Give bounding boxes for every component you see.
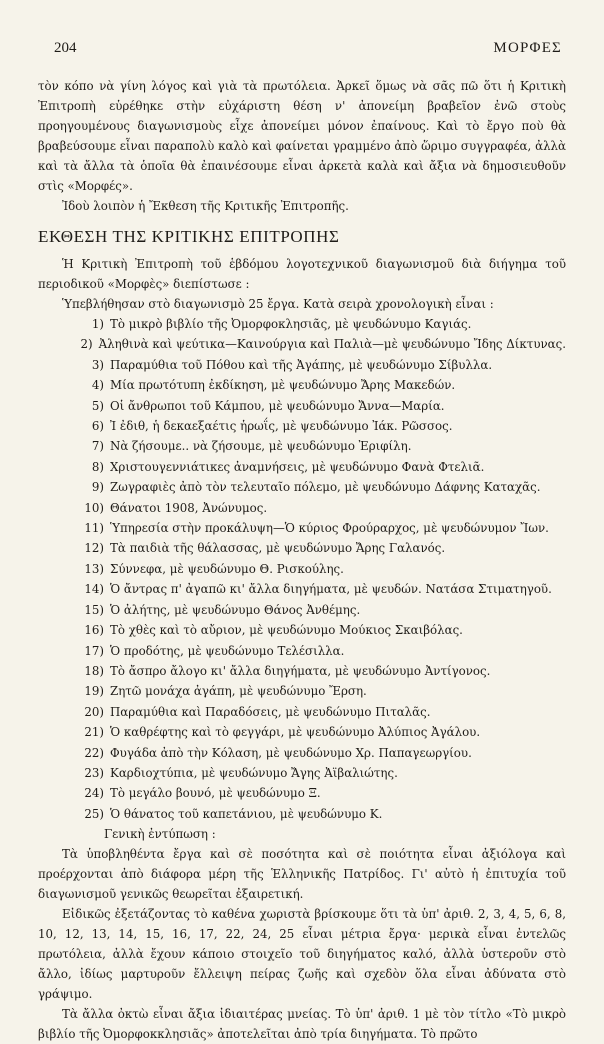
- work-number: 16): [84, 623, 104, 638]
- work-number: 14): [84, 582, 104, 597]
- work-item: [38, 559, 566, 579]
- work-title: Ἰ ἐδιθ, ἡ δεκαεξαέτις ἡρωΐς, μὲ ψευδώνυμο Ἰάκ. Ρῶσσος.: [110, 419, 453, 434]
- intro-paragraph: τὸν κόπο νὰ γίνη λόγος καὶ γιὰ τὰ πρωτόλεια. Ἀρκεῖ ὅμως νὰ σᾶς πῶ ὅτι ἡ Κριτικὴ Ἐπιτροπὴ εὑρέθηκε στὴν εὐχάριστη θέση ν' ἀπονείμη βραβεῖον ἐνῶ στοὺς προηγουμένους διαγωνισμοὺς εἶχε ἀπονείμει μόνον ἐπαίνους. Καὶ τὸ ἔργο ποὺ θὰ βραβεύσουμε εἶναι παραπολὺ καλὸ καὶ φαίνεται γραμμένο ἀπὸ ὥριμο συγγραφέα, ἀλλὰ καὶ τὰ ἄλλα τὰ ὁποῖα θὰ ἐπαινέσουμε εἶναι ἀρκετὰ καλὰ καὶ ἄξια νὰ δημοσιευθοῦν στὶς «Μορφές».: [38, 79, 566, 193]
- page-header: [38, 40, 566, 57]
- work-item: [38, 579, 566, 599]
- closing-paragraph: Εἰδικῶς ἐξετάζοντας τὸ καθένα χωριστὰ βρίσκουμε ὅτι τὰ ὑπ' ἀριθ. 2, 3, 4, 5, 6, 8, 10, 12, 13, 14, 15, 16, 17, 22, 24, 25 εἶναι μέτρια ἔργα· μερικὰ εἶναι ἐντελῶς πρωτόλεια, ἀλλὰ ἔχουν κάποιο στοιχεῖο τοῦ διηγήματος καλό, ἀλλὰ ὑστεροῦν στὸ ἄλλο, ἰδίως μαρτυροῦν ἔλλειψη πείρας ζωῆς καὶ σχεδὸν ὅλα εἶναι ἀδύνατα στὸ γράψιμο.: [38, 907, 566, 1002]
- work-title: Ἀληθινὰ καὶ ψεύτικα—Καινούργια καὶ Παλιὰ—μὲ ψευδώνυμο Ἴδης Δίκτυνας.: [98, 337, 566, 352]
- work-number: 13): [84, 561, 104, 576]
- page-number: 204: [54, 40, 77, 56]
- report-intro: Ὑπεβλήθησαν στὸ διαγωνισμὸ 25 ἔργα. Κατὰ σειρὰ χρονολογικὴ εἶναι :: [62, 297, 494, 311]
- work-item: [38, 681, 566, 701]
- general-impression-label: Γενικὴ ἐντύπωση :: [104, 827, 216, 842]
- work-number: 11): [84, 521, 104, 536]
- works-list: [38, 314, 566, 824]
- work-item: [38, 743, 566, 763]
- work-item: [38, 498, 566, 518]
- work-title: Ὑπηρεσία στὴν προκάλυψη—Ὁ κύριος Φρούραρχος, μὲ ψευδώνυμον Ἴων.: [110, 521, 549, 536]
- work-item: [38, 783, 566, 803]
- work-number: 10): [84, 500, 104, 515]
- work-item: [38, 375, 566, 395]
- work-title: Ὁ ἄντρας π' ἀγαπῶ κι' ἄλλα διηγήματα, μὲ ψευδών. Νατάσα Στιματηγοῦ.: [110, 582, 552, 597]
- work-title: Ζητῶ μονάχα ἀγάπη, μὲ ψευδώνυμο Ἔρση.: [110, 684, 367, 699]
- work-item: [38, 763, 566, 783]
- work-number: 23): [84, 765, 104, 780]
- work-title: Τὰ παιδιὰ τῆς θάλασσας, μὲ ψευδώνυμο Ἄρης Γαλανός.: [110, 541, 446, 556]
- report-intro: Ἡ Κριτικὴ Ἐπιτροπὴ τοῦ ἑβδόμου λογοτεχνικοῦ διαγωνισμοῦ διὰ διήγημα τοῦ περιοδικοῦ «Μορφὲς» διεπίστωσε :: [38, 257, 566, 291]
- work-number: 21): [84, 725, 104, 740]
- work-title: Τὸ μικρὸ βιβλίο τῆς Ὀμορφοκλησιᾶς, μὲ ψευδώνυμο Καγιάς.: [110, 317, 472, 331]
- work-title: Ὁ προδότης, μὲ ψευδώνυμο Τελέσιλλα.: [110, 643, 345, 658]
- work-item: [38, 600, 566, 620]
- intro-paragraph: Ἰδοὺ λοιπὸν ἡ Ἔκθεση τῆς Κριτικῆς Ἐπιτροπῆς.: [62, 199, 349, 213]
- work-title: Ὁ καθρέφτης καὶ τὸ φεγγάρι, μὲ ψευδώνυμο Ἀλύπιος Ἀγάλου.: [110, 725, 481, 740]
- work-item: [38, 334, 566, 354]
- work-title: Παραμύθια καὶ Παραδόσεις, μὲ ψευδώνυμο Πιταλᾶς.: [110, 704, 431, 719]
- closing-paragraph: Τὰ ἄλλα ὀκτὼ εἶναι ἄξια ἰδιαιτέρας μνείας. Τὸ ὑπ' ἀριθ. 1 μὲ τὸν τίτλο «Τὸ μικρὸ βιβλίο τῆς Ὀμορφοκκλησιᾶς» ἀποτελεῖται ἀπὸ τρία διηγήματα. Τὸ πρῶτο: [38, 1007, 566, 1042]
- work-item: [38, 641, 566, 661]
- section-title: ΕΚΘΕΣΗ ΤΗΣ ΚΡΙΤΙΚΗΣ ΕΠΙΤΡΟΠΗΣ: [38, 227, 340, 246]
- work-number: 18): [84, 663, 104, 678]
- work-number: 20): [84, 704, 104, 719]
- work-number: 3): [91, 357, 104, 372]
- work-title: Τὸ μεγάλο βουνό, μὲ ψευδώνυμο Ξ.: [110, 786, 321, 801]
- work-title: Τὸ χθὲς καὶ τὸ αὔριον, μὲ ψευδώνυμο Μούκιος Σκαιβόλας.: [110, 623, 463, 638]
- work-item: [38, 661, 566, 681]
- work-title: Θάνατοι 1908, Ἀνώνυμος.: [110, 500, 268, 515]
- work-title: Ὁ ἀλήτης, μὲ ψευδώνυμο Θάνος Ἀνθέμης.: [110, 602, 361, 617]
- work-item: [38, 477, 566, 497]
- work-number: 4): [91, 378, 104, 393]
- work-item: [38, 620, 566, 640]
- work-title: Καρδιοχτύπια, μὲ ψευδώνυμο Ἄγης Ἀϊβαλιώτης.: [110, 765, 398, 780]
- work-item: [38, 702, 566, 722]
- work-title: Χριστουγεννιάτικες ἀναμνήσεις, μὲ ψευδώνυμο Φανὰ Φτελιᾶ.: [110, 459, 485, 474]
- work-title: Φυγάδα ἀπὸ τὴν Κόλαση, μὲ ψευδώνυμο Χρ. Παπαγεωργίου.: [110, 745, 472, 760]
- work-item: [38, 436, 566, 456]
- work-item: [38, 314, 566, 334]
- work-title: Σύννεφα, μὲ ψευδώνυμο Θ. Ρισκούλης.: [110, 561, 344, 576]
- work-item: [38, 722, 566, 742]
- work-number: 22): [84, 745, 104, 760]
- work-title: Ζωγραφιὲς ἀπὸ τὸν τελευταῖο πόλεμο, μὲ ψευδώνυμο Δάφνης Καταχᾶς.: [110, 480, 541, 495]
- work-number: 6): [91, 419, 104, 434]
- work-title: Μία πρωτότυπη ἐκδίκηση, μὲ ψευδώνυμο Ἄρης Μακεδών.: [110, 378, 456, 393]
- work-number: 15): [84, 602, 104, 617]
- work-number: 25): [84, 806, 104, 821]
- work-title: Τὸ ἄσπρο ἄλογο κι' ἄλλα διηγήματα, μὲ ψευδώνυμο Ἀντίγονος.: [110, 663, 491, 678]
- work-title: Νὰ ζήσουμε.. νὰ ζήσουμε, μὲ ψευδώνυμο Ἐριφίλη.: [110, 439, 412, 454]
- work-number: 12): [84, 541, 104, 556]
- work-number: 5): [91, 398, 104, 413]
- work-number: 1): [91, 317, 104, 331]
- work-number: 17): [84, 643, 104, 658]
- work-item: [38, 396, 566, 416]
- work-number: 8): [91, 459, 104, 474]
- work-number: 19): [84, 684, 104, 699]
- closing-paragraph: Τὰ ὑποβληθέντα ἔργα καὶ σὲ ποσότητα καὶ σὲ ποιότητα εἶναι ἀξιόλογα καὶ προέρχονται ἀπὸ διάφορα μέρη τῆς Ἑλληνικῆς Πατρίδος. Γι' αὐτὸ ἡ ἐπιτυχία τοῦ διαγωνισμοῦ γενικῶς θεωρεῖται ἐξαιρετική.: [38, 847, 566, 902]
- work-number: 2): [80, 337, 93, 352]
- work-item: [38, 518, 566, 538]
- work-number: 24): [84, 786, 104, 801]
- work-item: [38, 416, 566, 436]
- work-number: 9): [91, 480, 104, 495]
- work-title: Οἱ ἄνθρωποι τοῦ Κάμπου, μὲ ψευδώνυμο Ἄννα—Μαρία.: [110, 398, 445, 413]
- work-number: 7): [91, 439, 104, 454]
- work-title: Παραμύθια τοῦ Πόθου καὶ τῆς Ἀγάπης, μὲ ψευδώνυμο Σίβυλλα.: [110, 357, 493, 372]
- work-item: [38, 457, 566, 477]
- work-item: [38, 355, 566, 375]
- work-title: Ὁ θάνατος τοῦ καπετάνιου, μὲ ψευδώνυμο Κ.: [110, 806, 383, 821]
- work-item: [38, 804, 566, 824]
- work-item: [38, 538, 566, 558]
- journal-title: ΜΟΡΦΕΣ: [493, 40, 562, 56]
